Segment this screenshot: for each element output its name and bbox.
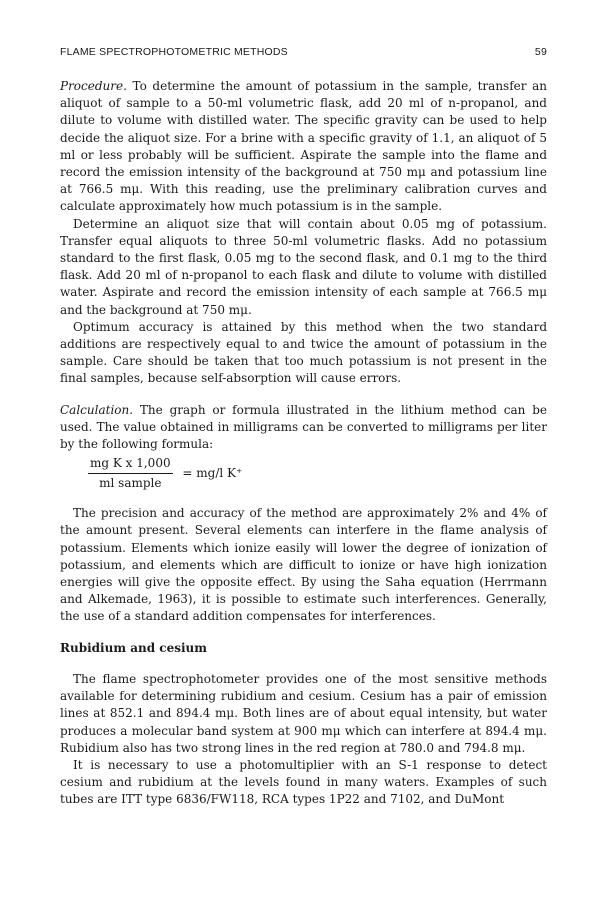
calculation-paragraph-1-text: The graph or formula illustrated in the lithium method can be used. The value obtained in milligrams can be converted to milligrams per liter by the following formula:: [60, 402, 547, 452]
calculation-heading: Calculation.: [60, 402, 134, 417]
procedure-heading: Procedure.: [60, 79, 127, 93]
rubidium-cesium-heading: Rubidium and cesium: [60, 640, 207, 655]
procedure-paragraph-1-text: To determine the amount of potassium in the sample, transfer an aliquot of sample to a 50-ml volumetric flask, add 20 ml of n-propanol, and dilute to volume with distilled water. The specific gravity can be used to help decide the aliquot size. For a brine with a specific gravity of 1.1, an aliquot of 5 ml or less probably will be sufficient. Aspirate the sample into the flame and record the emission intensity of the background at 750 mμ and potassium line at 766.5 mμ. With this reading, use the preliminary calibration curves and calculate approximately how much potassium is in the sample.: [60, 79, 547, 214]
running-head-title: FLAME SPECTROPHOTOMETRIC METHODS: [60, 46, 288, 58]
procedure-paragraph-3: Optimum accuracy is attained by this method when the two standard additions are respectively equal to and twice the amount of potassium in the sample. Care should be taken that too much potassium is not present in the final samples, because self-absorption will cause errors.: [60, 319, 547, 386]
conversion-formula: [88, 455, 547, 495]
body-text: [60, 78, 547, 809]
calculation-paragraph-1: [60, 402, 547, 454]
formula-numerator: mg K x 1,000: [88, 455, 173, 474]
formula-fraction: [88, 455, 173, 492]
page-number: 59: [534, 46, 547, 58]
running-header: [60, 46, 547, 62]
procedure-paragraph-1: [60, 78, 547, 216]
rubidium-paragraph-1: The flame spectrophotometer provides one of the most sensitive methods available for determining rubidium and cesium. Cesium has a pair of emission lines at 852.1 and 894.4 mμ. Both lines are of about equal intensity, but water produces a molecular band system at 900 mμ which can interfere at 894.4 mμ. Rubidium also has two strong lines in the red region at 780.0 and 794.8 mμ.: [60, 671, 547, 755]
rubidium-paragraph-2: It is necessary to use a photomultiplier with an S-1 response to detect cesium and rubidium at the levels found in many waters. Examples of such tubes are ITT type 6836/FW118, RCA types 1P22 and 7102, and DuMont: [60, 757, 547, 807]
calculation-paragraph-2: The precision and accuracy of the method are approximately 2% and 4% of the amount present. Several elements can interfere in the flame analysis of potassium. Elements which ionize easily will lower the degree of ionization of potassium, and elements which are difficult to ionize or have high ionization energies will give the opposite effect. By using the Saha equation (Herrmann and Alkemade, 1963), it is possible to estimate such interferences. Generally, the use of a standard addition compensates for interferences.: [60, 506, 547, 624]
formula-denominator: ml sample: [99, 476, 162, 491]
formula-result: = mg/l K⁺: [182, 466, 243, 481]
procedure-paragraph-2: Determine an aliquot size that will contain about 0.05 mg of potassium. Transfer equal aliquots to three 50-ml volumetric flasks. Add no potassium standard to the first flask, 0.05 mg to the second flask, and 0.1 mg to the third flask. Add 20 ml of n-propanol to each flask and dilute to volume with distilled water. Aspirate and record the emission intensity of each sample at 766.5 mμ and the background at 750 mμ.: [60, 216, 547, 317]
